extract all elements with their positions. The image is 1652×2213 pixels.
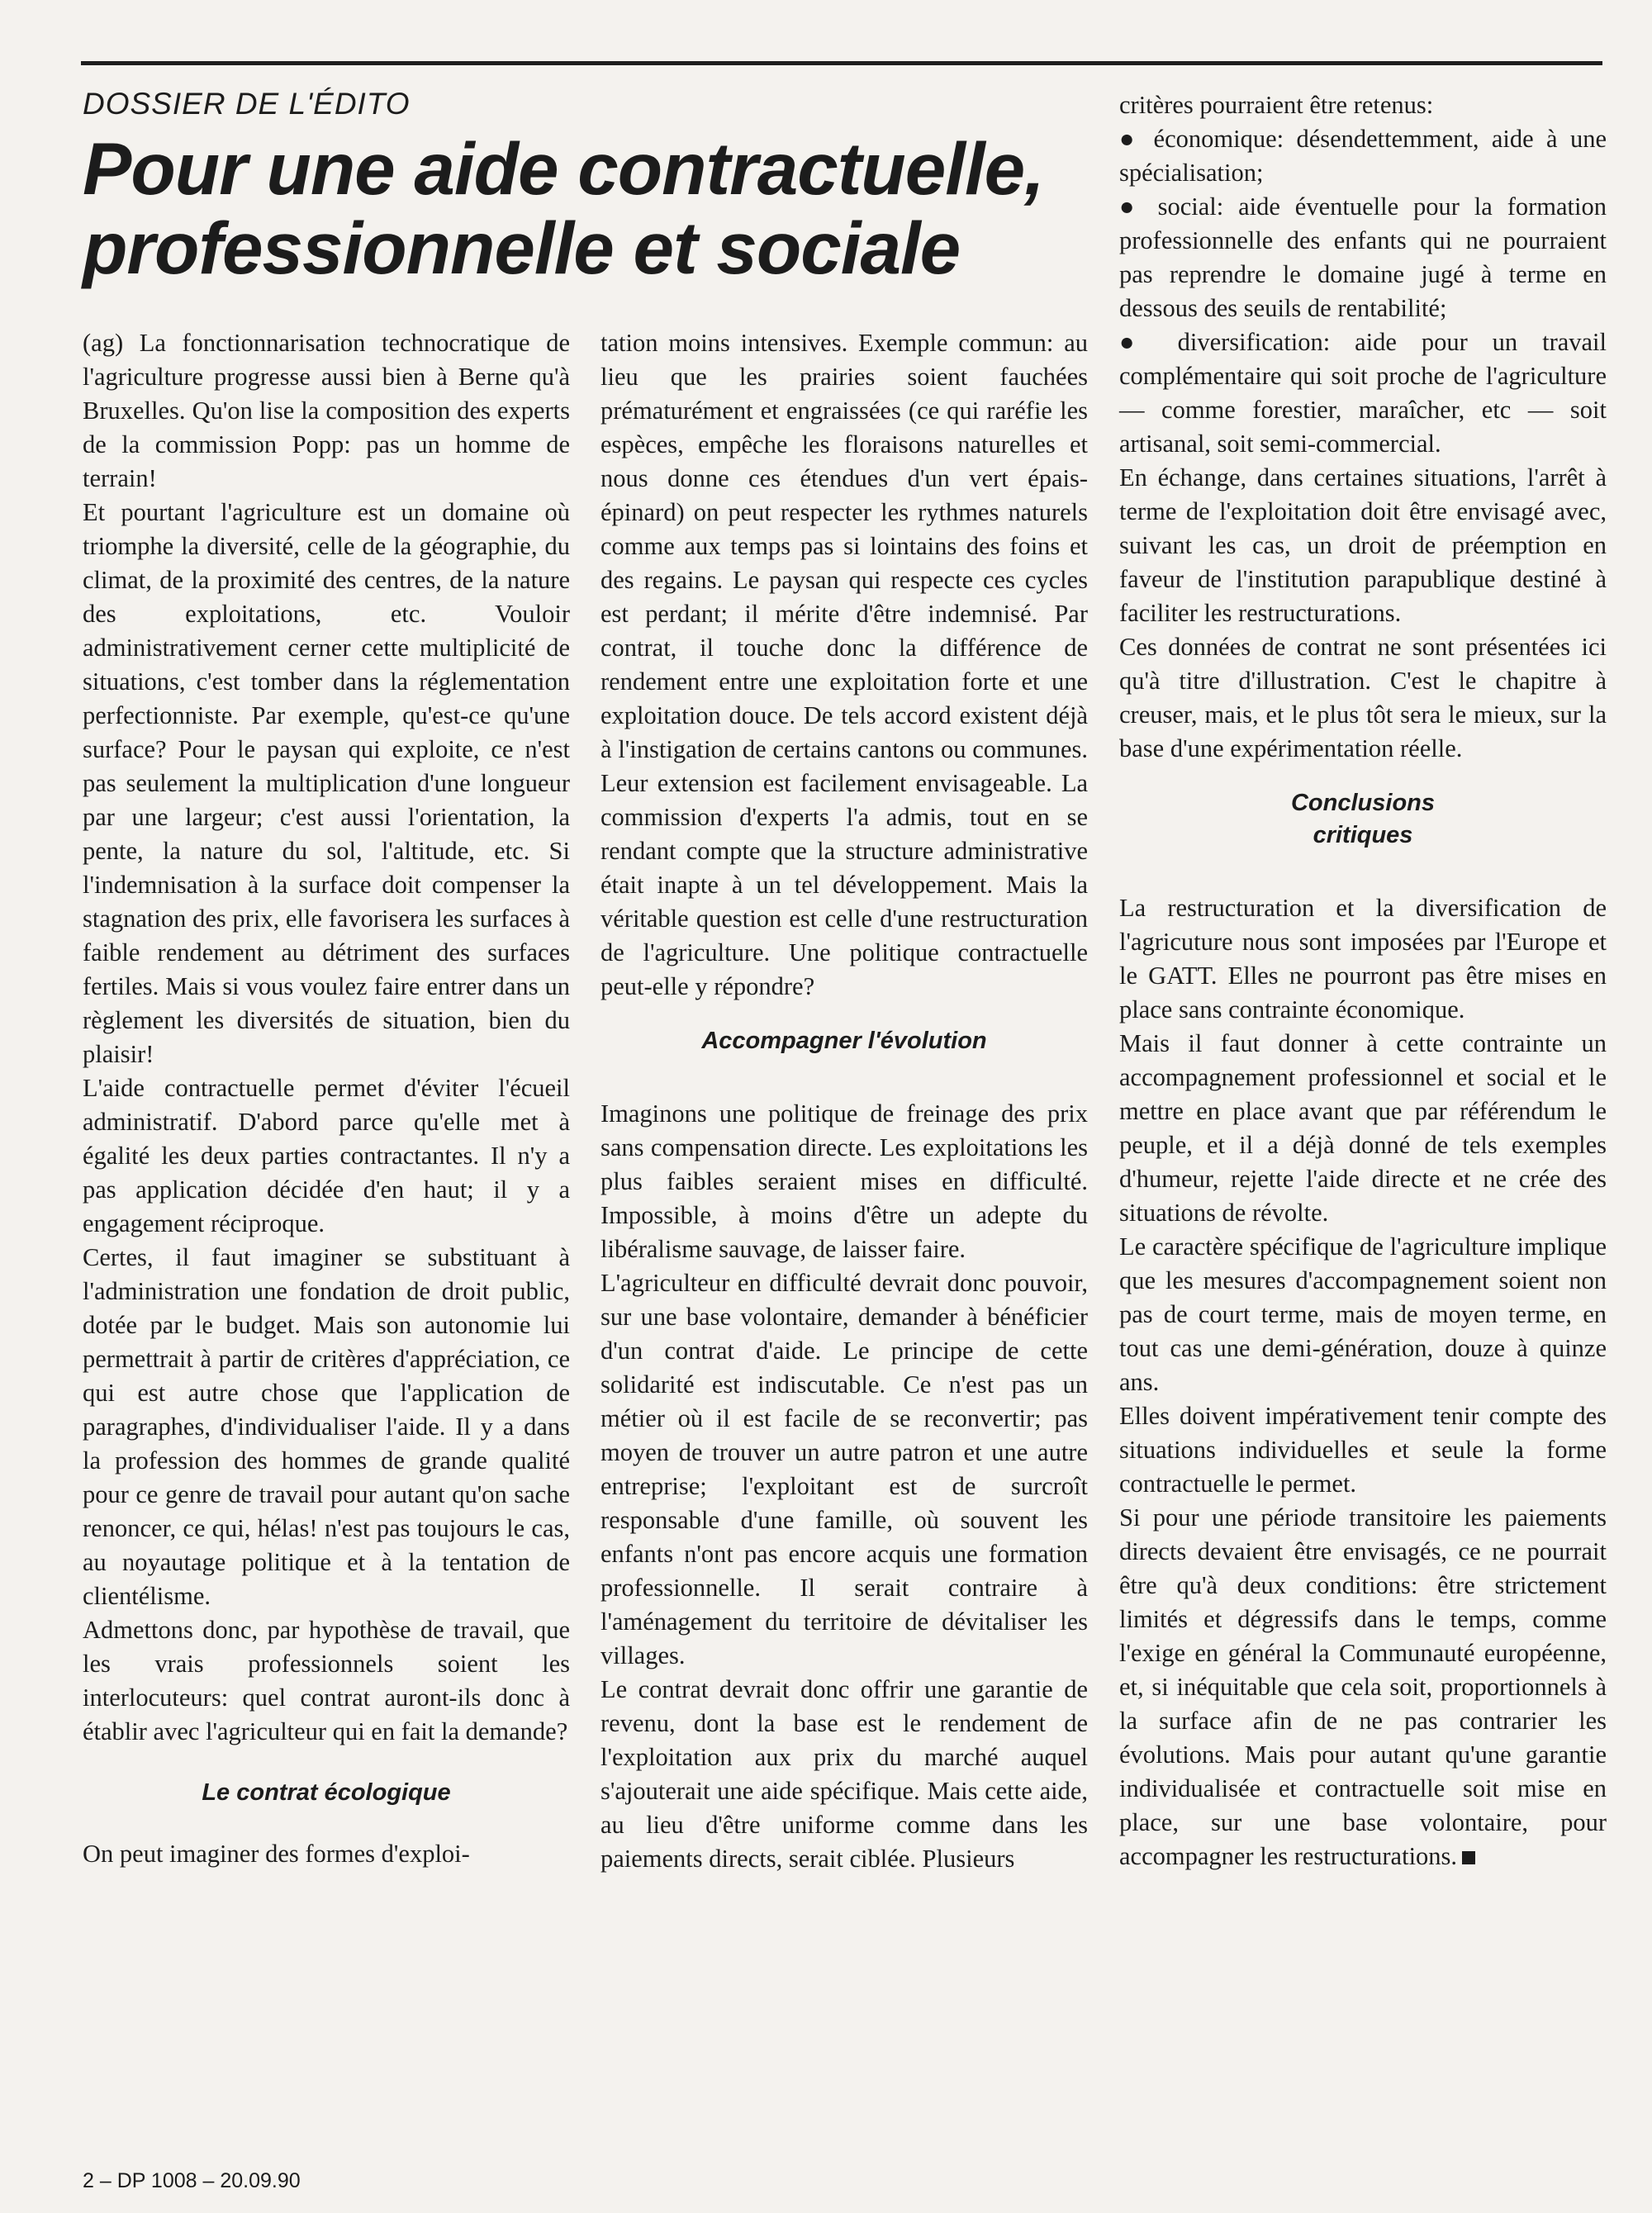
paragraph: Elles doivent impérativement tenir compte des situations individuelles et seule la forme contractuelle le permet. (1119, 1402, 1607, 1498)
paragraph: On peut imaginer des formes d'exploi- (83, 1840, 470, 1868)
top-rule (81, 61, 1602, 65)
paragraph: Mais il faut donner à cette contrainte un accompagnement professionnel et social et le mettre en place avant que par référendum le peuple, et il a déjà donné de tels exemples d'humeur, rejette l'aide directe et ne crée des situations de révolte. (1119, 1029, 1607, 1227)
column-1 (83, 326, 570, 1871)
bullet-item: ● social: aide éventuelle pour la formation professionnelle des enfants qui ne pourraient pas reprendre le domaine jugé à terme en dessous des seuils de rentabilité; (1119, 192, 1607, 322)
paragraph: tation moins intensives. Exemple commun: au lieu que les prairies soient fauchées prématurément et engraissées (ce qui raréfie les espèces, empêche les floraisons naturelles et nous donne ces étendues d'un vert épais-épinard) on peut respecter les rythmes naturels comme aux temps pas si lointains des foins et des regains. Le paysan qui respecte ces cycles est perdant; il mérite d'être indemnisé. Par contrat, il touche donc la différence de rendement entre une exploitation forte et une exploitation douce. De tels accord existent déjà à l'instigation de certains cantons ou communes. Leur extension est facilement envisageable. La commission d'experts l'a admis, tout en se rendant compte que la structure administrative était inapte à un tel développement. Mais la véritable question est celle d'une restructuration de l'agriculture. Une politique contractuelle peut-elle y répondre? (601, 329, 1088, 1000)
subheading: Le contrat écologique (202, 1779, 451, 1806)
paragraph: En échange, dans certaines situations, l'arrêt à terme de l'exploitation doit être envisagé avec, suivant les cas, un droit de préemption en faveur de l'institution parapublique destiné à faciliter les restructurations. (1119, 463, 1607, 627)
subheading: Accompagner l'évolution (701, 1028, 987, 1054)
article-headline: Pour une aide contractuelle, professionnelle et sociale (83, 127, 1044, 289)
paragraph: Certes, il faut imaginer se substituant à l'administration une fondation de droit public, dotée par le budget. Mais son autonomie lui permettrait à partir de critères d'appréciation, ce qui est autre chose que l'application de paragraphes, d'individualiser l'aide. Il y a dans la profession des hommes de grande qualité pour ce genre de travail pour autant qu'on sache renoncer, ce qui, hélas! n'est pas toujours le cas, au noyautage politique et à la tentation de clientélisme. (83, 1243, 570, 1610)
paragraph: L'aide contractuelle permet d'éviter l'écueil administratif. D'abord parce qu'elle met à égalité les deux parties contractantes. Il n'y a pas application décidée d'en haut; il y a engagement réciproque. (83, 1074, 570, 1237)
paragraph: (ag) La fonctionnarisation technocratique de l'agriculture progresse aussi bien à Berne qu'à Bruxelles. Qu'on lise la composition des experts de la commission Popp: pas un homme de terrain! (83, 329, 570, 492)
column-2 (601, 326, 1088, 1876)
paragraph: Ces données de contrat ne sont présentées ici qu'à titre d'illustration. C'est le chapitre à creuser, mais, et le plus tôt sera le mieux, sur la base d'une expérimentation réelle. (1119, 633, 1607, 762)
bullet-item: ● économique: désendettemment, aide à une spécialisation; (1119, 125, 1607, 187)
section-kicker: DOSSIER DE L'ÉDITO (83, 87, 411, 121)
paragraph: Imaginons une politique de freinage des prix sans compensation directe. Les exploitations les plus faibles seraient mises en difficulté. Impossible, à moins d'être un adepte du libéralisme sauvage, de laisser faire. (601, 1099, 1088, 1263)
paragraph: Admettons donc, par hypothèse de travail, que les vrais professionnels soient les interlocuteurs: quel contrat auront-ils donc à établir avec l'agriculteur qui en fait la demande? (83, 1616, 570, 1745)
paragraph: Le caractère spécifique de l'agriculture implique que les mesures d'accompagnement soient non pas de court terme, mais de moyen terme, en tout cas une demi-génération, douze à quinze ans. (1119, 1232, 1607, 1396)
paragraph: Et pourtant l'agriculture est un domaine où triomphe la diversité, celle de la géographie, du climat, de la proximité des centres, de la nature des exploitations, etc. Vouloir administrativement cerner cette multiplicité de situations, c'est tomber dans la réglementation perfectionniste. Par exemple, qu'est-ce qu'une surface? Pour le paysan qui exploite, ce n'est pas seulement la multiplication d'une longueur par une largeur; c'est aussi l'orientation, la pente, la nature du sol, l'altitude, etc. Si l'indemnisation à la surface doit compenser la stagnation des prix, elle favorisera les surfaces à faible rendement au détriment des surfaces fertiles. Mais si vous voulez faire entrer dans un règlement les diversités de situation, bien du plaisir! (83, 498, 570, 1068)
paragraph: La restructuration et la diversification de l'agricuture nous sont imposées par l'Europe et le GATT. Elles ne pourront pas être mises en place sans contrainte économique. (1119, 894, 1607, 1023)
column-3 (1119, 88, 1607, 1873)
paragraph-text: Si pour une période transitoire les paiements directs devaient être envisagés, ce ne pourrait être qu'à deux conditions: être strictement limités et dégressifs dans le temps, comme l'exige en général la Communauté européenne, et, si inéquitable que cela soit, proportionnels à la surface afin de ne pas contrarier les évolutions. Mais pour autant qu'une garantie individualisée et contractuelle soit mise en place, sur une base volontaire, pour accompagner les restructurations. (1119, 1503, 1607, 1870)
page-footer: 2 – DP 1008 – 20.09.90 (83, 2169, 301, 2192)
end-square-icon (1462, 1851, 1475, 1864)
bullet-item: ● diversification: aide pour un travail complémentaire qui soit proche de l'agriculture — comme forestier, maraîcher, etc — soit artisanal, soit semi-commercial. (1119, 328, 1607, 458)
paragraph: Le contrat devrait donc offrir une garantie de revenu, dont la base est le rendement de l'exploitation aux prix du marché auquel s'ajouterait une aide spécifique. Mais cette aide, au lieu d'être uniforme comme dans les paiements directs, serait ciblée. Plusieurs (601, 1675, 1088, 1873)
paragraph (1119, 1501, 1607, 1873)
paragraph: critères pourraient être retenus: (1119, 91, 1434, 119)
paragraph: L'agriculteur en difficulté devrait donc pouvoir, sur une base volontaire, demander à bénéficier d'un contrat d'aide. Le principe de cette solidarité est indiscutable. Ce n'est pas un métier où il est facile de se reconvertir; pas moyen de trouver un autre patron et une autre entreprise; l'exploitant est de surcroît responsable d'une famille, où souvent les enfants n'ont pas encore acquis une formation professionnelle. Il serait contraire à l'aménagement du territoire de dévitaliser les villages. (601, 1269, 1088, 1669)
subheading: Conclusions critiques (1290, 790, 1435, 848)
